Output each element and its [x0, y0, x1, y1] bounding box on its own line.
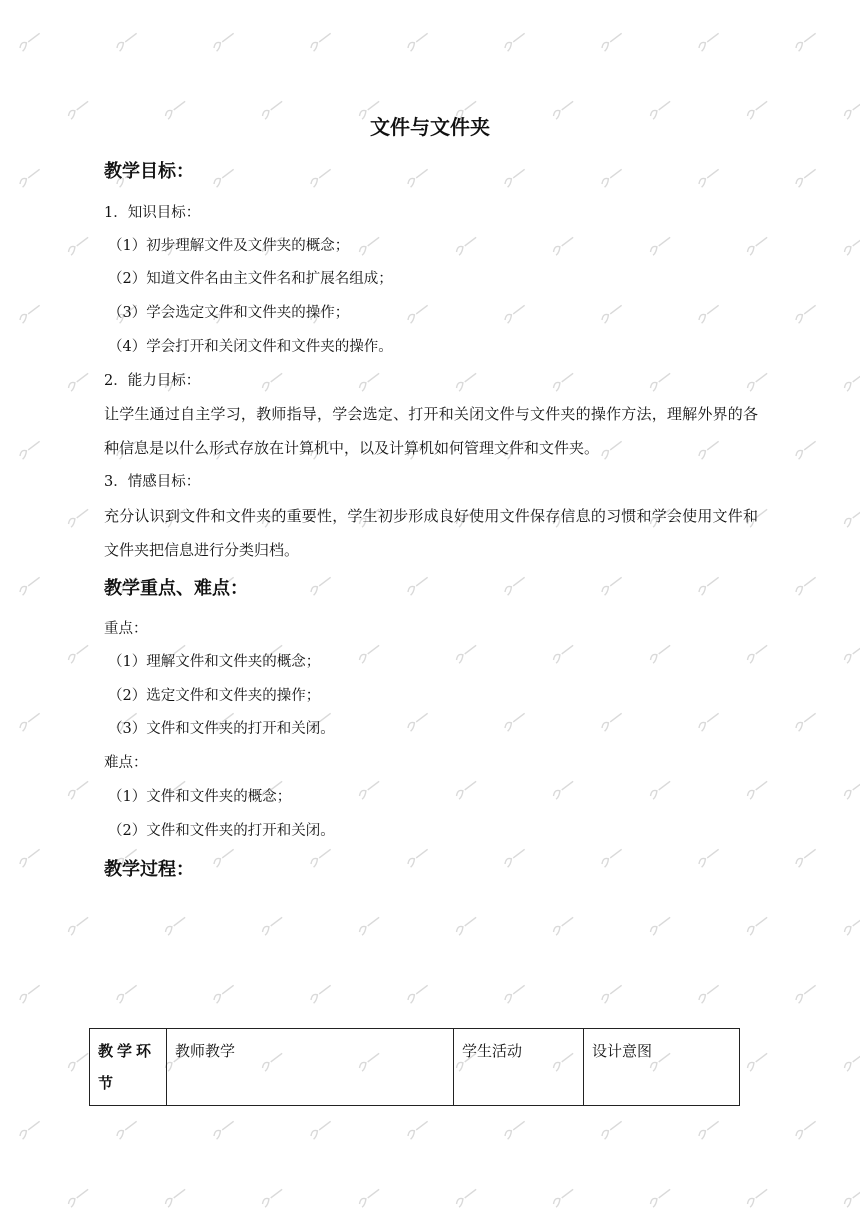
table-header-student: 学生活动: [454, 1029, 584, 1106]
ability-objective-text: 让学生通过自主学习，教师指导，学会选定、打开和关闭文件与文件夹的操作方法，理解外界的各种信息是以什么形式存放在计算机中，以及计算机如何管理文件和文件夹。: [104, 405, 758, 457]
focus-item-1: （1）理解文件和文件夹的概念；: [108, 654, 321, 670]
table-header-teacher: 教师教学: [167, 1029, 454, 1106]
knowledge-item-2: （2）知道文件名由主文件名和扩展名组成；: [108, 271, 393, 287]
knowledge-objective-label: 1．知识目标：: [104, 205, 201, 221]
difficulty-item-2: （2）文件和文件夹的打开和关闭。: [108, 823, 335, 839]
emotion-objective-label: 3．情感目标：: [104, 474, 201, 490]
teaching-process-table: [89, 1028, 740, 1106]
knowledge-item-3: （3）学会选定文件和文件夹的操作；: [108, 305, 350, 321]
emotion-objective-text: 充分认识到文件和文件夹的重要性，学生初步形成良好使用文件保存信息的习惯和学会使用文件和文件夹把信息进行分类归档。: [104, 507, 758, 559]
table-header-row: [90, 1029, 740, 1106]
focus-item-3: （3）文件和文件夹的打开和关闭。: [108, 721, 335, 737]
process-heading: 教学过程：: [104, 859, 194, 880]
focus-item-2: （2）选定文件和文件夹的操作；: [108, 688, 321, 704]
difficulty-item-1: （1）文件和文件夹的概念；: [108, 789, 292, 805]
difficulty-label: 难点：: [104, 755, 148, 771]
focus-label: 重点：: [104, 621, 148, 637]
table-header-stage: 教学环节: [90, 1029, 167, 1106]
knowledge-item-1: （1）初步理解文件及文件夹的概念；: [108, 238, 350, 254]
ability-objective-label: 2．能力目标：: [104, 373, 201, 389]
objectives-heading: 教学目标：: [104, 161, 194, 182]
document-title: 文件与文件夹: [370, 115, 490, 139]
key-points-heading: 教学重点、难点：: [104, 578, 248, 599]
knowledge-item-4: （4）学会打开和关闭文件和文件夹的操作。: [108, 339, 393, 355]
table-header-intent: 设计意图: [584, 1029, 740, 1106]
